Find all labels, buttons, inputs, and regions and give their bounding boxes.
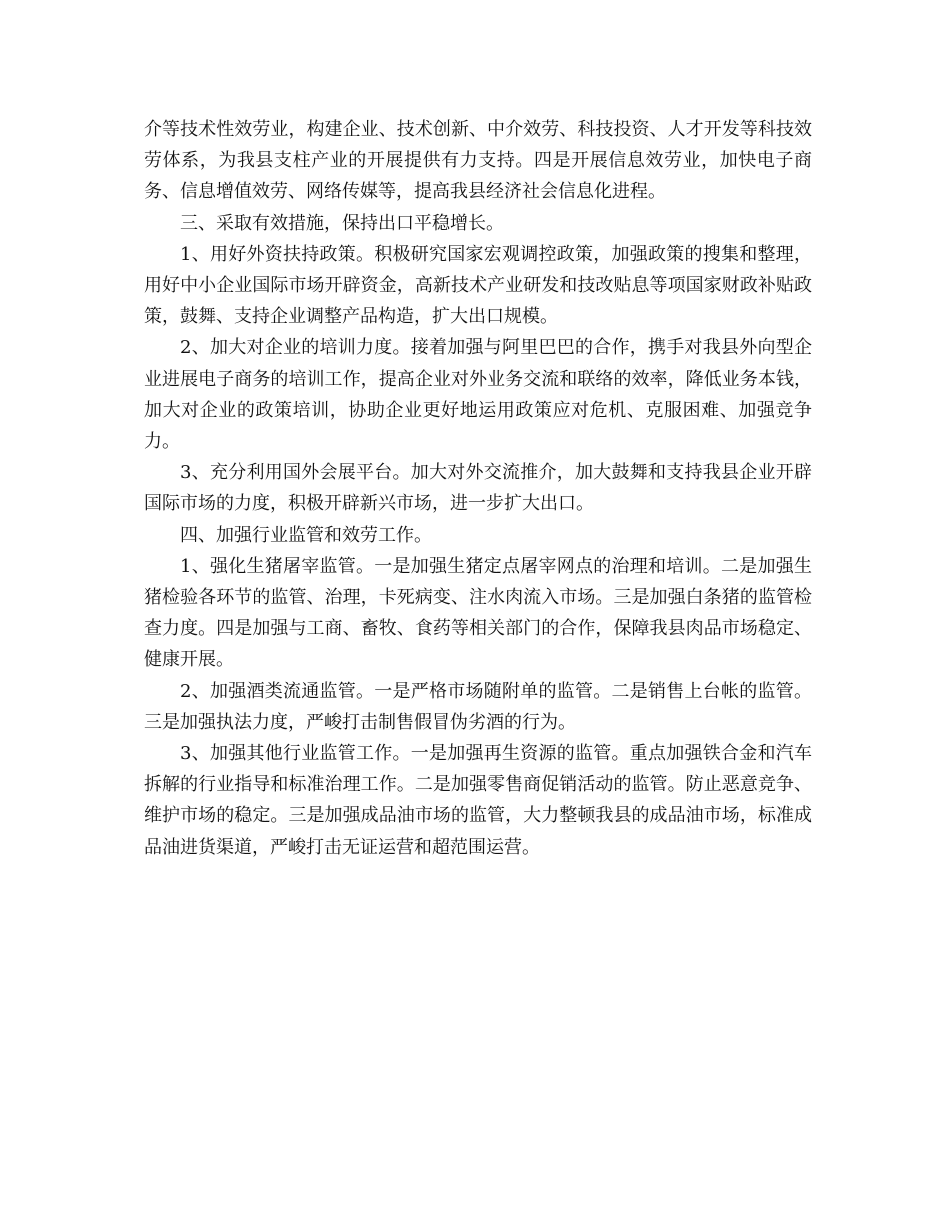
section-heading-supervision: 四、加强行业监管和效劳工作。 (180, 524, 432, 546)
paragraph-foreign-policy: 1、用好外资扶持政策。积极研究国家宏观调控政策，加强政策的搜集和整理，用好中小企业国际市场开辟资金，高新技术产业研发和技改贴息等项国家财政补贴政策，鼓舞、支持企业调整产品构造，扩大出口规模。 (144, 243, 812, 328)
paragraph-exhibition-platform: 3、充分利用国外会展平台。加大对外交流推介，加大鼓舞和支持我县企业开辟国际市场的力度，积极开辟新兴市场，进一步扩大出口。 (144, 462, 812, 515)
paragraph-enterprise-training: 2、加大对企业的培训力度。接着加强与阿里巴巴的合作，携手对我县外向型企业进展电子商务的培训工作，提高企业对外业务交流和联络的效率，降低业务本钱，加大对企业的政策培训，协助企业更好地运用政策应对危机、克服困难、加强竞争力。 (144, 337, 812, 453)
paragraph-liquor-circulation: 2、加强酒类流通监管。一是严格市场随附单的监管。二是销售上台帐的监管。三是加强执法力度，严峻打击制售假冒伪劣酒的行为。 (144, 680, 812, 733)
paragraph-continuation: 介等技术性效劳业，构建企业、技术创新、中介效劳、科技投资、人才开发等科技效劳体系，为我县支柱产业的开展提供有力支持。四是开展信息效劳业，加快电子商务、信息增值效劳、网络传媒等，提高我县经济社会信息化进程。 (144, 119, 812, 203)
document-body (144, 114, 812, 863)
paragraph-other-industries: 3、加强其他行业监管工作。一是加强再生资源的监管。重点加强铁合金和汽车拆解的行业指导和标准治理工作。二是加强零售商促销活动的监管。防止恶意竞争、维护市场的稳定。三是加强成品油市场的监管，大力整顿我县的成品油市场，标准成品油进货渠道，严峻打击无证运营和超范围运营。 (144, 743, 812, 858)
section-heading-export: 三、采取有效措施，保持出口平稳增长。 (180, 212, 504, 234)
paragraph-pig-slaughter: 1、强化生猪屠宰监管。一是加强生猪定点屠宰网点的治理和培训。二是加强生猪检验各环节的监管、治理，卡死病变、注水肉流入市场。三是加强白条猪的监管检查力度。四是加强与工商、畜牧、食药等相关部门的合作，保障我县肉品市场稳定、健康开展。 (144, 555, 812, 671)
